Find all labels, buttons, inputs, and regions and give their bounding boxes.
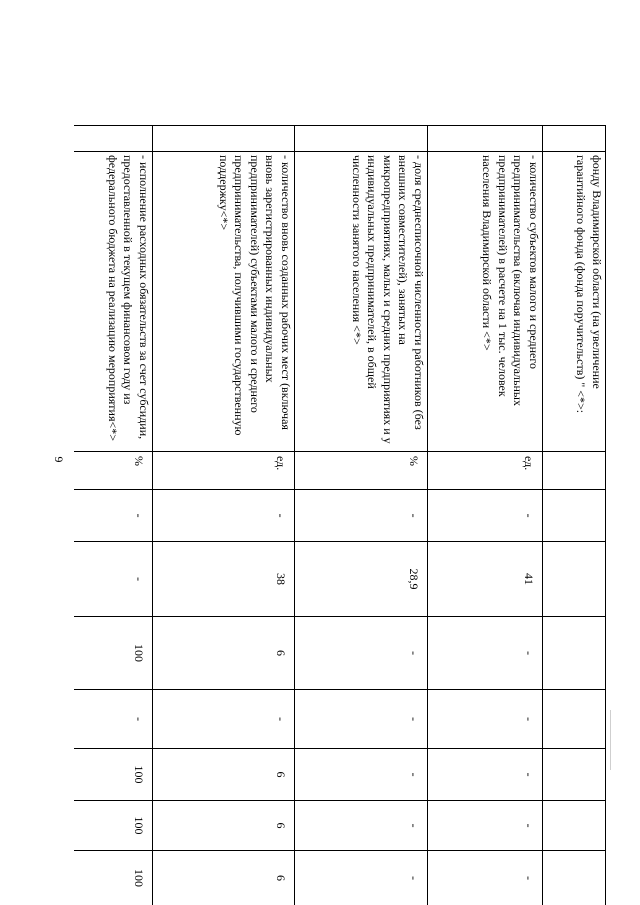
value-cell: 6 [153, 617, 295, 690]
row-number-cell [74, 126, 153, 152]
rotated-table-container [74, 125, 606, 905]
unit-cell: % [295, 452, 428, 490]
value-cell: - [295, 617, 428, 690]
value-cell: - [428, 490, 543, 542]
scan-artifact-line [610, 710, 611, 770]
value-cell: 38 [153, 542, 295, 617]
row-number-cell [295, 126, 428, 152]
table-row [543, 126, 606, 905]
value-cell: - [153, 490, 295, 542]
value-cell: 6 [153, 851, 295, 905]
table-row [74, 126, 153, 905]
value-cell: - [74, 690, 153, 749]
indicator-cell: - количество вновь созданных рабочих мест (включая вновь зарегистрированных индивидуальных предпринимателей) субъектами малого и среднего предпринимательства, получившими государственную поддержку<*> [153, 152, 295, 452]
unit-cell: ед. [428, 452, 543, 490]
value-cell: - [428, 617, 543, 690]
indicator-cell: фонду Владимирской области (на увеличение гарантийного фонда (фонда поручительств) " <*>: [543, 152, 606, 452]
table-row [153, 126, 295, 905]
unit-cell: % [74, 452, 153, 490]
value-cell: - [428, 690, 543, 749]
value-cell: 41 [428, 542, 543, 617]
unit-cell [543, 452, 606, 490]
value-cell: - [295, 851, 428, 905]
value-cell: - [295, 749, 428, 801]
value-cell: 6 [153, 801, 295, 851]
value-cell: 6 [153, 749, 295, 801]
value-cell: - [428, 851, 543, 905]
indicators-table-frame [74, 125, 606, 905]
value-cell: - [428, 749, 543, 801]
value-cell: 100 [74, 617, 153, 690]
value-cell [543, 851, 606, 905]
value-cell: 100 [74, 801, 153, 851]
indicators-table [74, 125, 606, 905]
value-cell [543, 542, 606, 617]
indicator-cell: - доля среднесписочной численности работников (без внешних совместителей), занятых на микропредприятиях, малых и средних предприятиях и у индивидуальных предпринимателей, в общей численности занятого населения <*> [295, 152, 428, 452]
value-cell: - [428, 801, 543, 851]
page-number: 6 [51, 456, 66, 463]
value-cell: - [295, 690, 428, 749]
unit-cell: ед. [153, 452, 295, 490]
value-cell: - [74, 490, 153, 542]
value-cell: - [153, 690, 295, 749]
table-row [428, 126, 543, 905]
value-cell: 100 [74, 749, 153, 801]
value-cell: - [295, 801, 428, 851]
indicator-cell: - количество субъектов малого и среднего предпринимательства (включая индивидуальных предпринимателей) в расчете на 1 тыс. человек населения Владимирской области <*> [428, 152, 543, 452]
value-cell [543, 617, 606, 690]
indicator-cell: - исполнение расходных обязательств за счет субсидии, предоставленной в текущем финансовом году из федерального бюджета на реализацию мероприятия<*> [74, 152, 153, 452]
row-number-cell [153, 126, 295, 152]
table-row [295, 126, 428, 905]
row-number-cell [428, 126, 543, 152]
value-cell: - [74, 542, 153, 617]
value-cell: - [295, 490, 428, 542]
value-cell: 28,9 [295, 542, 428, 617]
value-cell [543, 801, 606, 851]
value-cell: 100 [74, 851, 153, 905]
value-cell [543, 690, 606, 749]
value-cell [543, 490, 606, 542]
row-number-cell [543, 126, 606, 152]
value-cell [543, 749, 606, 801]
